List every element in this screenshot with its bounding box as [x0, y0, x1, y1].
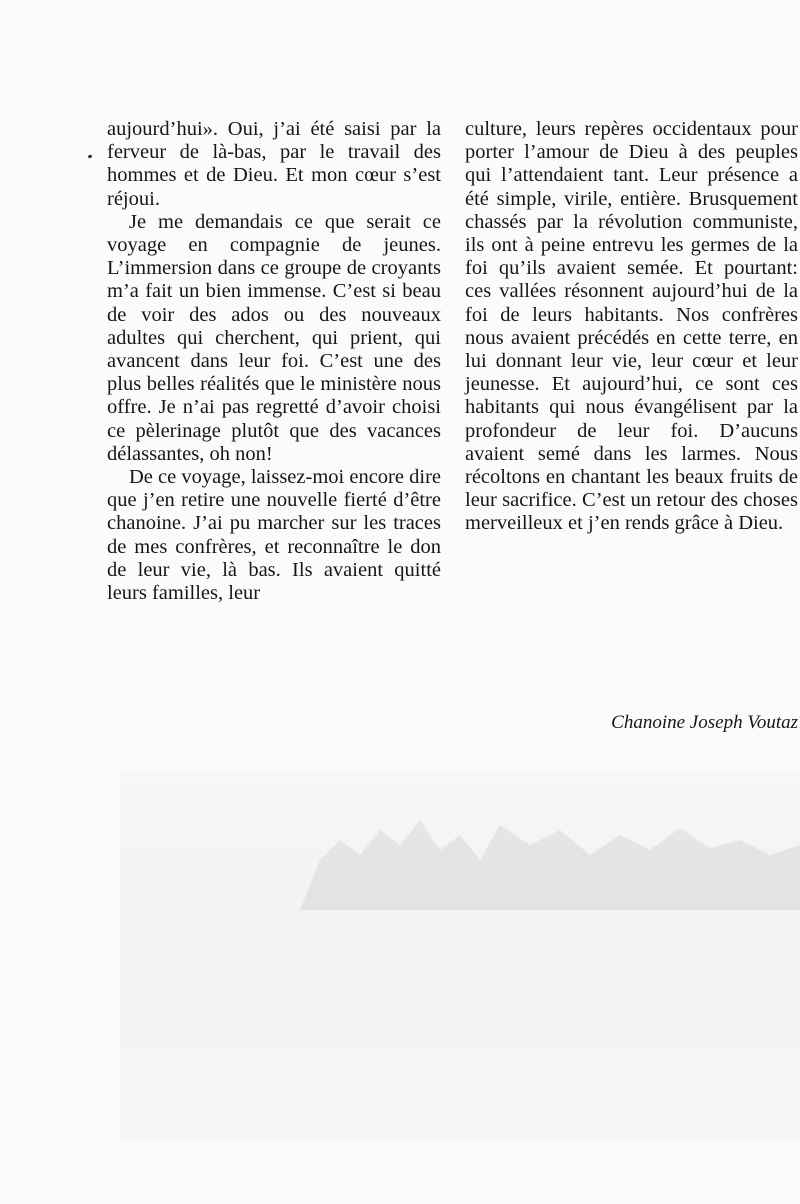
left-paragraph-2: Je me demandais ce que serait ce voyage en compagnie de jeunes. L’immersion dans ce groupe de croyants m’a fait un bien immense. C’est si beau de voir des ados ou des nouveaux adultes qui cherchent, qui prient, qui avancent dans leur foi. C’est une des plus belles réalités que le ministère nous offre. Je n’ai pas regretté d’avoir choisi ce pèlerinage plutôt que des vacances délassantes, oh non!: [107, 210, 441, 465]
bleedthrough-silhouettes-icon: [300, 800, 800, 910]
right-column: [465, 118, 798, 733]
author-signature: Chanoine Joseph Voutaz: [611, 712, 798, 733]
left-paragraph-1: aujourd’hui». Oui, j’ai été saisi par la ferveur de là-bas, par le travail des hommes et de Dieu. Et mon cœur s’est réjoui.: [107, 118, 441, 210]
left-paragraph-3: De ce voyage, laissez-moi encore dire que j’en retire une nouvelle fierté d’être chanoine. J’ai pu marcher sur les traces de mes confrères, et reconnaître le don de leur vie, là bas. Ils avaient quitté leurs familles, leur: [107, 466, 441, 605]
left-column: [107, 118, 441, 605]
right-paragraph-1: culture, leurs repères occidentaux pour porter l’amour de Dieu à des peuples qui l’attendaient tant. Leur présence a été simple, virile, entière. Brusquement chassés par la révolution communiste, ils ont à peine entrevu les germes de la foi qu’ils avaient semée. Et pourtant: ces vallées résonnent aujourd’hui de la foi de leurs habitants. Nos confrères nous avaient précédés en cette terre, en lui donnant leur vie, leur cœur et leur jeunesse. Et aujourd’hui, ce sont ces habitants qui nous évangélisent par la profondeur de leur foi. D’aucuns avaient semé dans les larmes. Nous récoltons en chantant les beaux fruits de leur sacrifice. C’est un retour des choses merveilleux et j’en rends grâce à Dieu.: [465, 118, 798, 535]
scan-speck: [88, 154, 93, 158]
